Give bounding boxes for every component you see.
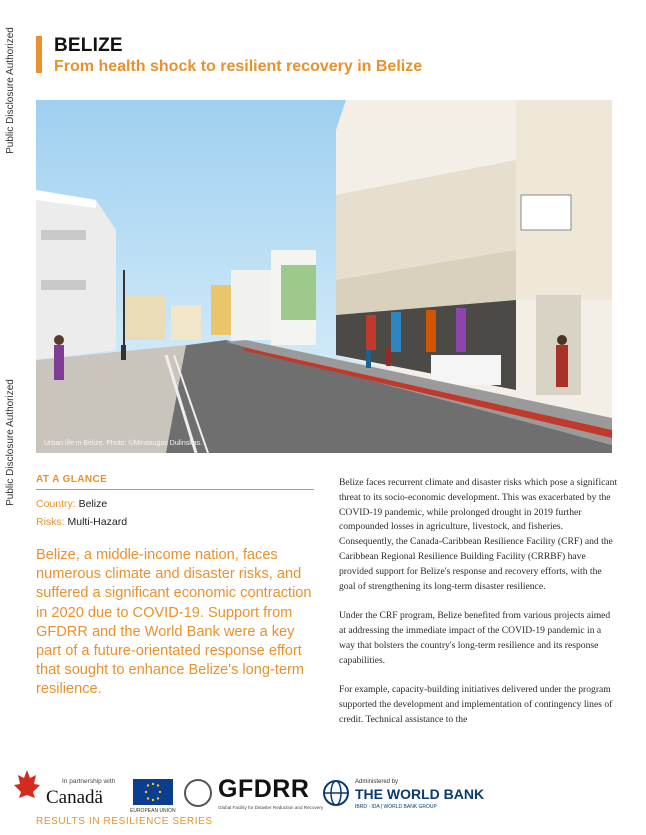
page-subtitle: From health shock to resilient recovery in Belize <box>54 58 423 75</box>
world-bank-globe-icon <box>322 779 350 807</box>
body-paragraph-2: Under the CRF program, Belize benefited from various projects aimed at addressing the immediate impact of the COVID-19 pandemic in a way that bolsters the country's long-term resilience and its response capabilities. <box>339 610 611 666</box>
eu-flag-icon <box>133 779 173 805</box>
eu-label: EUROPEAN UNION <box>130 808 176 814</box>
photo-caption: Urban life in Belize. Photo: ©Mindaugas Dulinskas. <box>44 440 203 447</box>
risks-value: Multi-Hazard <box>67 516 128 528</box>
country-label: Country: <box>36 498 76 510</box>
gfdrr-subtitle: Global Facility for Disaster Reduction and Recovery <box>218 805 324 810</box>
title-accent-bar <box>36 36 42 73</box>
world-bank-wordmark: THE WORLD BANK <box>355 786 485 802</box>
street-photo <box>36 100 612 453</box>
country-value: Belize <box>78 498 108 510</box>
world-bank-subtitle: IBRD · IDA | WORLD BANK GROUP <box>355 804 437 810</box>
administered-by-label: Administered by <box>355 779 399 785</box>
gfdrr-wordmark: GFDRR <box>218 775 310 803</box>
partnership-label: In partnership with <box>62 778 116 785</box>
partner-footer <box>0 765 646 835</box>
body-paragraph-1: Belize faces recurrent climate and disaster risks which pose a significant threat to its socio-economic development. This was exacerbated by the COVID-19 pandemic, while prolonged drought in 2019 further compounded losses in agriculture, livestock, and fisheries. Consequently, the Canada-Caribbean Resilience Facility (CRF) and the Caribbean Regional Resilience Building Facility (CRRBF) have provided support for Belize's response and recovery efforts, with the goal of strengthening its long-term disaster resilience. <box>339 477 618 592</box>
disclosure-label-top: Public Disclosure Authorized <box>4 26 16 154</box>
page-title: BELIZE <box>54 35 123 56</box>
series-label: RESULTS IN RESILIENCE SERIES <box>36 816 213 827</box>
body-paragraph-3: For example, capacity-building initiatives delivered under the program supported the development and implementation of contingency lines of credit. Technical assistance to the <box>339 684 613 725</box>
lead-summary: Belize, a middle-income nation, faces numerous climate and disaster risks, and suffered a significant economic contraction in 2020 due to COVID-19. Support from GFDRR and the World Bank were a key part of a future-orientated response effort that sought to enhance Belize's long-term resilience. <box>36 547 312 698</box>
glance-country-row <box>36 498 107 510</box>
canada-wordmark: Canadä <box>46 787 103 808</box>
glance-divider <box>36 489 314 490</box>
body-column <box>339 476 619 742</box>
glance-heading: AT A GLANCE <box>36 474 108 485</box>
risks-label: Risks: <box>36 516 65 528</box>
maple-leaf-icon <box>14 770 40 804</box>
glance-risks-row <box>36 516 127 528</box>
street-scene-illustration <box>36 100 612 453</box>
disclosure-label-middle: Public Disclosure Authorized <box>4 379 16 506</box>
gfdrr-emblem-icon <box>184 779 212 807</box>
